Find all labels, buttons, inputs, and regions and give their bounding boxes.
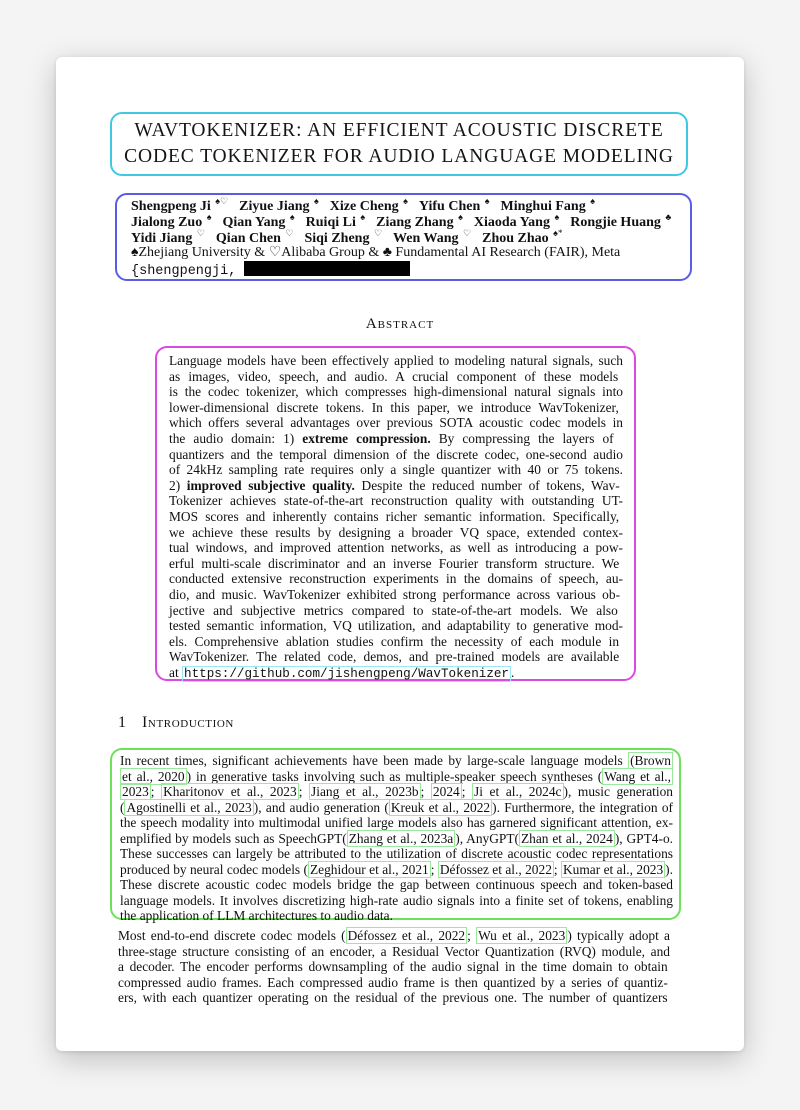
text-line <box>169 540 623 556</box>
authors-box <box>115 193 692 281</box>
text-span: the application of LLM architectures to audio data. <box>120 908 393 923</box>
author-name: Yifu Chen ♠ <box>418 196 490 214</box>
text-span: ), AnyGPT( <box>455 830 519 846</box>
citation-link[interactable]: Kharitonov et al., 2023 <box>163 784 297 799</box>
author-name: Yidi Jiang ♡ <box>131 228 205 246</box>
text-span: lower-dimensional discrete tokens. In this paper, we introduce WavTokenizer, <box>169 399 619 415</box>
affiliation-mark: ♠* <box>553 228 563 238</box>
text-span: dio, and music. WavTokenizer exhibited strong performance across various ob- <box>169 587 621 602</box>
affiliation-mark: ♡ <box>285 228 294 238</box>
text-line <box>169 587 620 603</box>
author-name: Ziang Zhang ♠ <box>376 212 463 230</box>
text-span: the speech modality into multimodal unified large models also has garnered significant attention, ex- <box>120 815 673 830</box>
text-span: ; <box>553 861 561 877</box>
citation-link[interactable]: Ji et al., 2024c <box>474 784 562 799</box>
text-span: tested semantic information, VQ utilization, and adaptability to generative mod- <box>169 618 623 634</box>
abstract-box <box>155 346 636 681</box>
citation-link[interactable]: (Brown <box>630 753 671 768</box>
author-name: Qian Yang ♠ <box>222 212 295 230</box>
text-line <box>120 877 673 893</box>
text-span: emplified by models such as SpeechGPT( <box>120 830 347 846</box>
author-name: Xiaoda Yang ♠ <box>473 212 560 230</box>
author-name: Shengpeng Ji ♠♡ <box>131 196 229 214</box>
bold-term: extreme compression. <box>302 431 431 446</box>
text-span: tual windows, and improved attention networks, as well as introducing a pow- <box>169 540 623 556</box>
paper-page <box>56 57 744 1051</box>
text-span: quantizers and the temporal dimension of the discrete codec, one-second audio <box>169 446 623 462</box>
affiliation-mark: ♠ <box>458 212 463 222</box>
text-span: at <box>169 665 183 680</box>
affiliation-mark: ♠ <box>314 196 319 206</box>
citation-link[interactable]: Zeghidour et al., 2021 <box>309 861 429 877</box>
text-span: . <box>511 665 515 680</box>
section-number: 1 <box>118 714 126 731</box>
text-span: els. Comprehensive ablation studies confirm the necessity of each module in <box>169 633 620 649</box>
citation-link[interactable]: et al., 2020 <box>122 768 185 784</box>
text-span: 2) <box>169 477 187 493</box>
text-span: Despite the reduced number of tokens, Wav- <box>354 477 620 493</box>
citation-link[interactable]: Défossez et al., 2022 <box>439 861 552 877</box>
author-name: Jialong Zuo ♠ <box>131 212 212 230</box>
text-line <box>120 800 673 816</box>
text-line <box>169 525 623 541</box>
affiliation-line: ♠Zhejiang University & ♡Alibaba Group & ♣ Fundamental AI Research (FAIR), Meta <box>131 245 621 260</box>
author-name: Qian Chen ♡ <box>215 228 294 246</box>
text-line <box>169 353 623 369</box>
affiliation-mark: ♣ <box>665 212 672 222</box>
text-span: These successes can largely be attributed to the utilization of discrete acoustic codec representations <box>120 846 673 861</box>
text-span: ). Furthermore, the integration of <box>492 799 673 815</box>
introduction-box <box>110 748 681 923</box>
text-span: conducted extensive reconstruction experiments in the domains of speech, au- <box>169 571 623 587</box>
text-line <box>169 649 619 665</box>
citation-link[interactable]: Kumar et al., 2023 <box>563 861 664 877</box>
text-line <box>118 959 668 975</box>
text-line <box>169 369 618 385</box>
citation-link[interactable]: Zhan et al., 2024 <box>520 830 613 846</box>
text-span: ( <box>120 799 125 815</box>
title-line-1: WAVTOKENIZER: AN EFFICIENT ACOUSTIC DISCRETE <box>134 120 664 141</box>
text-span: ), GPT4-o. <box>614 830 673 846</box>
affiliation-mark: ♡ <box>373 228 383 238</box>
author-name: Wen Wang ♡ <box>393 228 472 246</box>
text-span: ; <box>430 861 438 877</box>
text-line <box>169 400 619 416</box>
text-span: produced by neural codec models ( <box>120 861 308 877</box>
text-line <box>120 862 673 878</box>
text-span: ; <box>298 784 310 799</box>
text-line <box>169 634 619 650</box>
text-span: which offers several advantages over previous SOTA acoustic codec models in <box>169 415 623 431</box>
text-span: ; <box>420 784 431 799</box>
text-span: Most end-to-end discrete codec models ( <box>118 928 346 943</box>
text-span: erful multi-scale discriminator and an inverse Fourier transform structure. We <box>169 555 620 571</box>
author-name: Xize Cheng ♠ <box>329 196 408 214</box>
email-text: {shengpengji, <box>131 264 237 279</box>
affiliation-mark: ♠ <box>403 196 408 206</box>
citation-link[interactable]: Zhang et al., 2023a <box>348 830 454 846</box>
text-line <box>120 784 673 800</box>
text-span: of 24kHz sampling rate requires only a single quantizer with 40 or 75 tokens. <box>169 462 623 478</box>
citation-link[interactable]: Défossez et al., 2022 <box>347 928 466 943</box>
text-line <box>169 571 623 587</box>
affiliation-mark: ♠ <box>484 196 490 206</box>
author-name: Minghui Fang ♠ <box>500 196 595 214</box>
title-line-2: CODEC TOKENIZER FOR AUDIO LANGUAGE MODELING <box>124 146 674 167</box>
text-span: a decoder. The encoder performs downsampling of the audio signal in the time domain to obtain <box>118 959 668 975</box>
text-span: ers, with each quantizer operating on the residual of the previous one. The number of quantizers <box>118 990 668 1006</box>
text-line <box>120 753 673 769</box>
section-heading <box>118 714 234 732</box>
text-line <box>120 908 393 924</box>
citation-link[interactable]: Wang et al., <box>604 768 672 784</box>
affiliation-mark: ♠♡ <box>215 196 229 206</box>
bold-term: improved subjective quality. <box>186 477 355 493</box>
author-name: Ruiqi Li ♠ <box>305 212 366 230</box>
author-name: Siqi Zheng ♡ <box>304 228 383 246</box>
text-span: is the codec tokenizer, which compresses high-dimensional natural signals into <box>169 384 623 400</box>
text-span: ; <box>467 928 477 943</box>
text-span: ) typically adopt a <box>567 928 670 943</box>
section-title: Introduction <box>142 714 234 731</box>
citation-link[interactable]: Wu et al., 2023 <box>478 928 566 943</box>
text-span: jective and subjective metrics compared to state-of-the-art models. We also <box>169 602 618 618</box>
affiliation-mark: ♠ <box>289 212 295 222</box>
text-line <box>118 990 668 1006</box>
text-line <box>169 431 614 447</box>
author-name: Rongjie Huang ♣ <box>570 212 672 230</box>
text-line <box>118 975 668 991</box>
abstract-heading: Abstract <box>365 316 435 332</box>
text-line <box>120 893 673 909</box>
text-span: the audio domain: 1) <box>169 431 303 446</box>
text-span: we achieve these results by designing a broader VQ space, extended contex- <box>169 524 623 540</box>
text-line <box>169 447 623 463</box>
text-span: ), and audio generation ( <box>253 799 389 815</box>
text-span: three-stage structure consisting of an encoder, a Residual Vector Quantization (RVQ) module, and <box>118 943 670 959</box>
text-line <box>169 478 620 494</box>
affiliation-mark: ♠ <box>554 212 560 222</box>
text-line <box>169 509 619 525</box>
text-span: Tokenizer achieves state-of-the-art reconstruction quality with outstanding UT- <box>169 493 623 509</box>
text-span: ; <box>150 784 162 799</box>
citation-link[interactable]: Kreuk et al., 2022 <box>390 799 491 815</box>
affiliation-mark: ♡ <box>463 228 472 238</box>
text-line <box>169 665 514 681</box>
citation-link[interactable]: 2024 <box>432 784 460 799</box>
text-span: In recent times, significant achievements have been made by large-scale language models <box>120 753 629 768</box>
author-name: Ziyue Jiang ♠ <box>239 196 319 214</box>
affiliation-mark: ♡ <box>196 228 205 238</box>
text-span: as images, video, speech, and audio. A crucial component of these models <box>169 368 619 384</box>
author-name: Zhou Zhao ♠* <box>482 228 563 246</box>
text-line <box>169 556 619 572</box>
email-line <box>131 261 410 279</box>
redacted-email-block <box>244 261 410 276</box>
text-span: These discrete acoustic codec models bridge the gap between continuous speech and token-based <box>120 877 673 892</box>
text-line <box>169 462 623 478</box>
affiliation-mark: ♠ <box>590 196 595 206</box>
citation-link[interactable]: Agostinelli et al., 2023 <box>126 799 252 815</box>
text-span: ), music generation <box>563 784 673 799</box>
title-box <box>110 112 688 176</box>
text-line <box>120 815 673 831</box>
text-line <box>118 928 670 944</box>
text-span: language models. It involves discretizing high-rate audio signals into a finite set of tokens, enabling <box>120 892 673 908</box>
text-span: ). <box>665 861 673 877</box>
text-line <box>120 831 673 847</box>
text-span: ; <box>461 784 473 799</box>
text-span: WavTokenizer. The related code, demos, and pre-trained models are available <box>169 649 620 665</box>
text-line <box>169 384 623 400</box>
text-line <box>169 603 618 619</box>
citation-link[interactable]: 2023 <box>122 784 149 799</box>
text-span: MOS scores and inherently contains richer semantic information. Specifically, <box>169 509 620 524</box>
affiliation-mark: ♠ <box>360 212 366 222</box>
text-span: compressed audio frames. Each compressed audio frame is then quantized by a series of quantiz- <box>118 974 668 990</box>
text-line <box>169 415 623 431</box>
text-line <box>118 944 670 960</box>
text-line <box>169 493 623 509</box>
repo-link[interactable]: https://github.com/jishengpeng/WavTokenizer <box>184 667 509 681</box>
text-span: By compressing the layers of <box>430 431 614 446</box>
text-span: Language models have been effectively applied to modeling natural signals, such <box>169 353 623 368</box>
citation-link[interactable]: Jiang et al., 2023b <box>311 784 419 799</box>
text-line <box>120 846 673 862</box>
affiliation-mark: ♠ <box>206 212 212 222</box>
text-line <box>169 618 623 634</box>
text-span: ) in generative tasks involving such as multiple-speaker speech syntheses ( <box>186 768 603 784</box>
